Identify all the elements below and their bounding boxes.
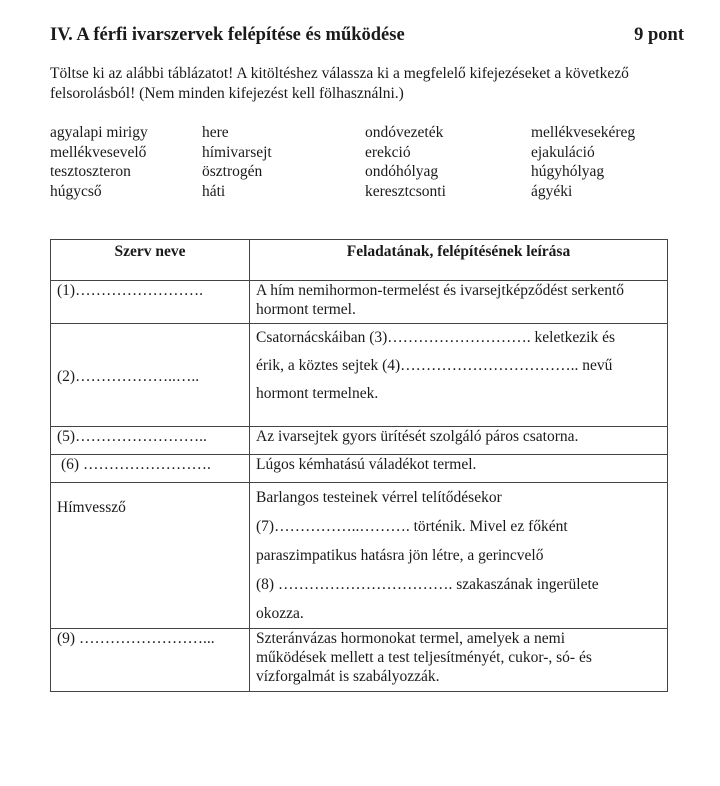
description-line[interactable]: (7)……………..………. történik. Mivel ez főként bbox=[256, 518, 568, 535]
word-bank-term: mellékvesekéreg bbox=[531, 124, 636, 141]
description-line: A hím nemihormon-termelést és ivarsejtképződést serkentő bbox=[256, 282, 625, 299]
table-row bbox=[51, 324, 668, 427]
description-line: paraszimpatikus hatásra jön létre, a gerincvelő bbox=[256, 547, 544, 564]
organ-table bbox=[50, 239, 668, 692]
word-bank-row bbox=[50, 182, 690, 202]
table-row bbox=[51, 483, 668, 629]
section-header bbox=[50, 24, 684, 46]
word-bank-term: here bbox=[202, 124, 229, 141]
word-bank-row bbox=[50, 162, 690, 182]
organ-description bbox=[250, 281, 668, 324]
word-bank-term: ágyéki bbox=[531, 182, 573, 200]
description-line[interactable]: (8) ……………………………. szakaszának ingerülete bbox=[256, 576, 599, 593]
word-bank-term: agyalapi mirigy bbox=[50, 124, 148, 141]
organ-name-blank-text[interactable]: (6) ……………………. bbox=[61, 456, 211, 473]
word-bank-term: húgycső bbox=[50, 182, 102, 200]
word-bank-term: erekció bbox=[365, 143, 411, 161]
instructions-line: Töltse ki az alábbi táblázatot! A kitöltéshez válassza ki a megfelelő kifejezéseket a következő bbox=[50, 65, 629, 82]
organ-name-blank[interactable]: (2)………………..….. bbox=[51, 324, 250, 427]
organ-name-blank[interactable] bbox=[51, 455, 250, 483]
organ-description bbox=[250, 483, 668, 629]
description-line: Szteránvázas hormonokat termel, amelyek a nemi bbox=[256, 630, 566, 647]
description-line[interactable]: érik, a köztes sejtek (4)…………………………….. nevű bbox=[256, 357, 613, 374]
table-row bbox=[51, 427, 668, 455]
organ-description bbox=[250, 629, 668, 692]
column-header-description: Feladatának, felépítésének leírása bbox=[250, 240, 668, 281]
word-bank-term: ejakuláció bbox=[531, 143, 595, 161]
organ-description bbox=[250, 427, 668, 455]
word-bank-term: mellékvesevelő bbox=[50, 143, 147, 161]
word-bank-term: háti bbox=[202, 182, 226, 200]
word-bank-term: ondóvezeték bbox=[365, 124, 444, 141]
word-bank-term: ondóhólyag bbox=[365, 163, 439, 180]
description-line: Barlangos testeinek vérrel telítődésekor bbox=[256, 489, 502, 506]
description-line: hormont termel. bbox=[256, 301, 356, 318]
column-header-organ-name: Szerv neve bbox=[51, 240, 250, 281]
description-line: Lúgos kémhatású váladékot termel. bbox=[256, 456, 477, 473]
word-bank-term: ösztrogén bbox=[202, 163, 263, 180]
table-header-row bbox=[51, 240, 668, 281]
description-line: okozza. bbox=[256, 605, 304, 622]
organ-description bbox=[250, 324, 668, 427]
word-bank-term: tesztoszteron bbox=[50, 163, 131, 180]
table-row bbox=[51, 455, 668, 483]
description-line: Az ivarsejtek gyors ürítését szolgáló páros csatorna. bbox=[256, 428, 579, 445]
word-bank bbox=[50, 123, 690, 201]
table-row bbox=[51, 281, 668, 324]
word-bank-term: húgyhólyag bbox=[531, 163, 605, 180]
description-line: vízforgalmát is szabályozzák. bbox=[256, 668, 440, 685]
organ-name-blank[interactable]: (9) ……………………... bbox=[51, 629, 250, 692]
organ-name-blank[interactable]: (5)…………………….. bbox=[51, 427, 250, 455]
instructions-line: felsorolásból! (Nem minden kifejezést kell fölhasználni.) bbox=[50, 85, 404, 102]
section-title: IV. A férfi ivarszervek felépítése és működése bbox=[50, 25, 405, 45]
description-line: működések mellett a test teljesítményét, cukor-, só- és bbox=[256, 649, 592, 666]
table-row bbox=[51, 629, 668, 692]
word-bank-term: hímivarsejt bbox=[202, 143, 272, 161]
word-bank-row bbox=[50, 143, 690, 163]
organ-description bbox=[250, 455, 668, 483]
description-line: hormont termelnek. bbox=[256, 385, 379, 402]
word-bank-row bbox=[50, 123, 690, 143]
points-label: 9 pont bbox=[634, 25, 684, 45]
organ-name-blank[interactable]: (1)……………………. bbox=[51, 281, 250, 324]
instructions bbox=[50, 64, 690, 104]
description-line[interactable]: Csatornácskáiban (3)………………………. keletkezik és bbox=[256, 329, 615, 346]
word-bank-term: keresztcsonti bbox=[365, 182, 446, 200]
organ-name: Hímvessző bbox=[51, 483, 250, 629]
